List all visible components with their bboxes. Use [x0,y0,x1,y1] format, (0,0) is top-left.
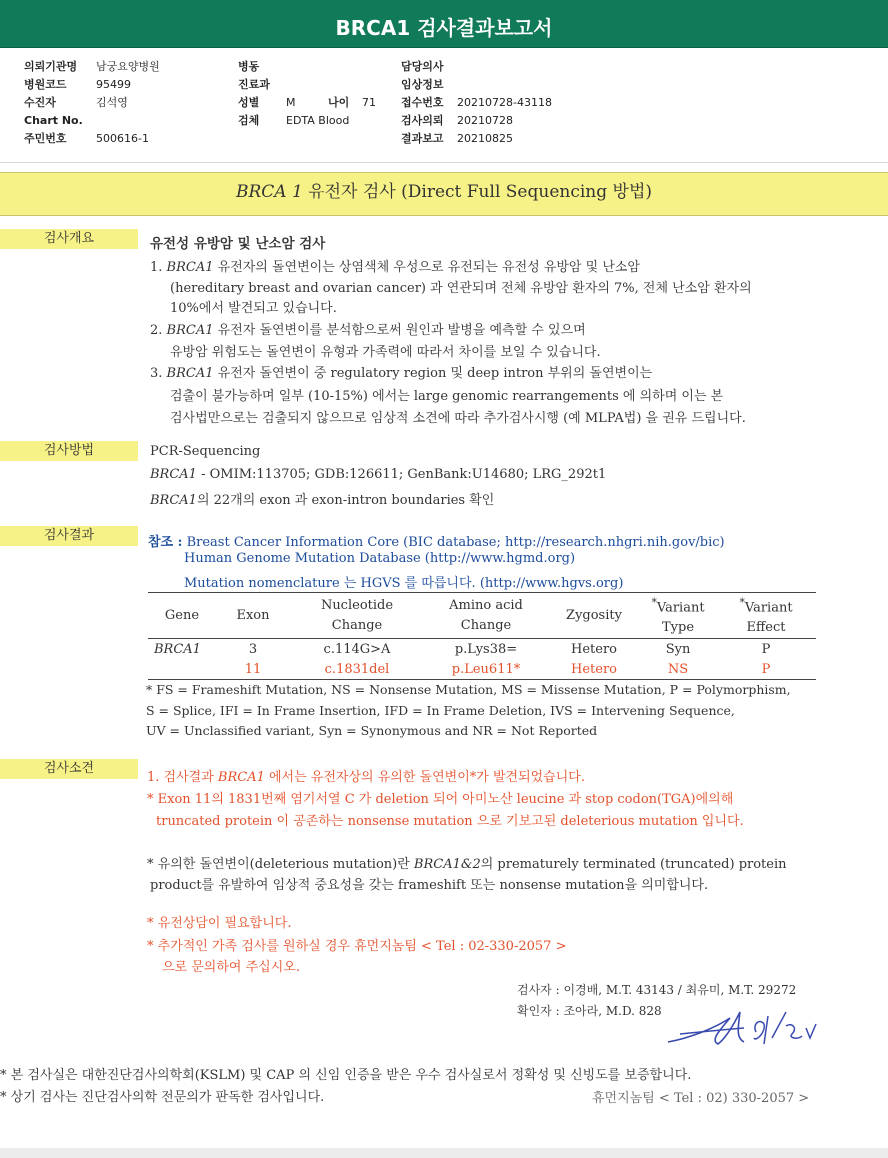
patient-info-col1 [24,58,160,148]
page-bottom-margin [0,1148,888,1158]
table-row-highlighted [148,659,816,680]
overview-heading: 유전성 유방암 및 난소암 검사 [150,236,326,252]
info-label: 결과보고 [401,132,444,145]
overview-p1-line1: 1. BRCA1 유전자의 돌연변이는 상염색체 우성으로 유전되는 유전성 유방암 및 난소암 [150,260,640,275]
info-value: 95499 [96,78,131,91]
header-divider [0,47,888,52]
info-label: 담당의사 [401,60,444,73]
result-note-line2: S = Splice, IFI = In Frame Insertion, IFD = In Frame Deletion, IVS = Intervening Sequence, [146,703,735,718]
info-value: 20210728 [457,114,513,127]
cell-nucleotide: c.114G>A [323,641,391,657]
info-label-age: 나이 [328,96,350,109]
method-line3: BRCA1의 22개의 exon 과 exon-intron boundaries 확인 [150,493,495,508]
confirmer-line: 확인자 : 조아라, M.D. 828 [517,1004,662,1018]
table-row [148,639,816,660]
cell-nucleotide: c.1831del [290,659,424,680]
cell-amino-acid: p.Lys38= [454,641,518,657]
findings-note-line1: * 유의한 돌연변이(deleterious mutation)란 BRCA1&2의 prematurely terminated (truncated) protein [147,857,787,872]
method-line1: PCR-Sequencing [150,444,261,459]
info-label: 성별 [238,96,260,109]
cell-gene [148,659,216,680]
cell-gene: BRCA1 [154,641,201,657]
counsel-line2: * 추가적인 가족 검사를 원하실 경우 휴먼지놈팀 < Tel : 02-330-2057 > [147,939,567,954]
info-label: 병원코드 [24,78,67,91]
result-note-line3: UV = Unclassified variant, Syn = Synonymous and NR = Not Reported [146,723,598,738]
overview-p3-line2: 검출이 불가능하며 일부 (10-15%) 에서는 large genomic rearrangements 에 의하며 이는 본 [170,389,724,404]
info-label: 진료과 [238,78,270,91]
result-ref1: 참조 : Breast Cancer Information Core (BIC database; http://research.nhgri.nih.gov/bic) [148,535,725,550]
info-value: M [286,96,296,109]
info-label: 수진자 [24,96,56,109]
patient-info-col3 [401,58,552,148]
info-value: 500616-1 [96,132,149,145]
col-header-amino-acid: Amino acid Change [424,593,548,639]
cell-variant-effect: P [716,659,816,680]
footer-line2: * 상기 검사는 진단검사의학 전문의가 판독한 검사입니다. [0,1090,325,1105]
cell-variant-type: NS [640,659,716,680]
section-label-findings: 검사소견 [0,759,138,779]
counsel-line1: * 유전상담이 필요합니다. [147,916,292,931]
cell-exon: 3 [248,641,258,657]
patient-info-col2 [238,58,376,130]
info-label: 임상정보 [401,78,444,91]
col-header-exon: Exon [216,593,290,639]
result-ref3: Mutation nomenclature 는 HGVS 를 따릅니다. (http://www.hgvs.org) [184,576,624,591]
method-line2: BRCA1 - OMIM:113705; GDB:126611; GenBank:U14680; LRG_292t1 [150,467,607,482]
footer-contact: 휴먼지놈팀 < Tel : 02) 330-2057 > [592,1091,810,1106]
info-label: 검체 [238,114,260,127]
overview-p1-line3: 10%에서 발견되고 있습니다. [170,301,337,316]
overview-p3-line3: 검사법만으로는 검출되지 않으므로 임상적 소견에 따라 추가검사시행 (예 MLPA법) 을 권유 드립니다. [170,411,746,426]
cell-variant-type: Syn [665,641,691,657]
findings-note-line2: product를 유발하여 임상적 중요성을 갖는 frameshift 또는 nonsense mutation을 의미합니다. [150,878,709,893]
footer-line1: * 본 검사실은 대한진단검사의학회(KSLM) 및 CAP 의 신임 인증을 받은 우수 검사실로서 정확성 및 신빙도를 보증합니다. [0,1068,692,1083]
result-note-line1: * FS = Frameshift Mutation, NS = Nonsense Mutation, MS = Missense Mutation, P = Polymorphism, [146,682,791,697]
info-label: 의뢰기관명 [24,60,78,73]
col-header-nucleotide: Nucleotide Change [290,593,424,639]
section-label-method: 검사방법 [0,441,138,461]
col-header-variant-type: *Variant Type [640,593,716,639]
info-value: 20210825 [457,132,513,145]
report-header [0,0,888,47]
examiner-line: 검사자 : 이경배, M.T. 43143 / 최유미, M.T. 29272 [517,983,797,997]
info-value: 김석영 [96,96,128,109]
cell-amino-acid: p.Leu611* [424,659,548,680]
info-value: 20210728-43118 [457,96,552,109]
overview-p3-line1: 3. BRCA1 유전자 돌연변이 중 regulatory region 및 deep intron 부위의 돌연변이는 [150,366,653,381]
overview-p2-line2: 유방암 위험도는 돌연변이 유형과 가족력에 따라서 차이를 보일 수 있습니다. [170,345,601,360]
cell-zygosity: Hetero [548,659,640,680]
info-value: EDTA Blood [286,114,350,127]
variant-table-header [148,593,816,639]
overview-p2-line1: 2. BRCA1 유전자 돌연변이를 분석함으로써 원인과 발병을 예측할 수 있으며 [150,323,586,338]
col-header-variant-effect: *Variant Effect [716,593,816,639]
overview-p1-line2: (hereditary breast and ovarian cancer) 과 연관되며 전체 유방암 환자의 7%, 전체 난소암 환자의 [170,281,752,296]
findings-line1: 1. 검사결과 BRCA1 에서는 유전자상의 유의한 돌연변이*가 발견되었습니다. [147,770,585,785]
info-label: 접수번호 [401,96,444,109]
variant-table [148,592,816,680]
title-rest: 유전자 검사 (Direct Full Sequencing 방법) [302,182,652,202]
info-label: 병동 [238,60,260,73]
report-title: BRCA1 검사결과보고서 [335,16,553,40]
report-section-title [0,174,888,210]
findings-line3: truncated protein 이 공존하는 nonsense mutation 으로 기보고된 deleterious mutation 입니다. [156,814,744,829]
cell-variant-effect: P [761,641,771,657]
info-label: 주민번호 [24,132,67,145]
info-label: 검사의뢰 [401,114,444,127]
section-label-overview: 검사개요 [0,229,138,249]
section-label-result: 검사결과 [0,526,138,546]
cell-zygosity: Hetero [571,641,617,657]
title-gene: BRCA 1 [236,182,303,202]
info-value-age: 71 [362,96,376,109]
counsel-line3: 으로 문의하여 주십시오. [162,960,300,975]
col-header-zygosity: Zygosity [548,593,640,639]
info-value: 남궁요양병원 [96,60,160,73]
findings-line2: * Exon 11의 1831번째 염기서열 C 가 deletion 되어 아미노산 leucine 과 stop codon(TGA)에의해 [147,792,734,807]
info-label: Chart No. [24,114,83,127]
result-ref2: Human Genome Mutation Database (http://www.hgmd.org) [184,551,576,566]
signature-graphic [660,998,840,1054]
col-header-gene: Gene [148,593,216,639]
cell-exon: 11 [216,659,290,680]
